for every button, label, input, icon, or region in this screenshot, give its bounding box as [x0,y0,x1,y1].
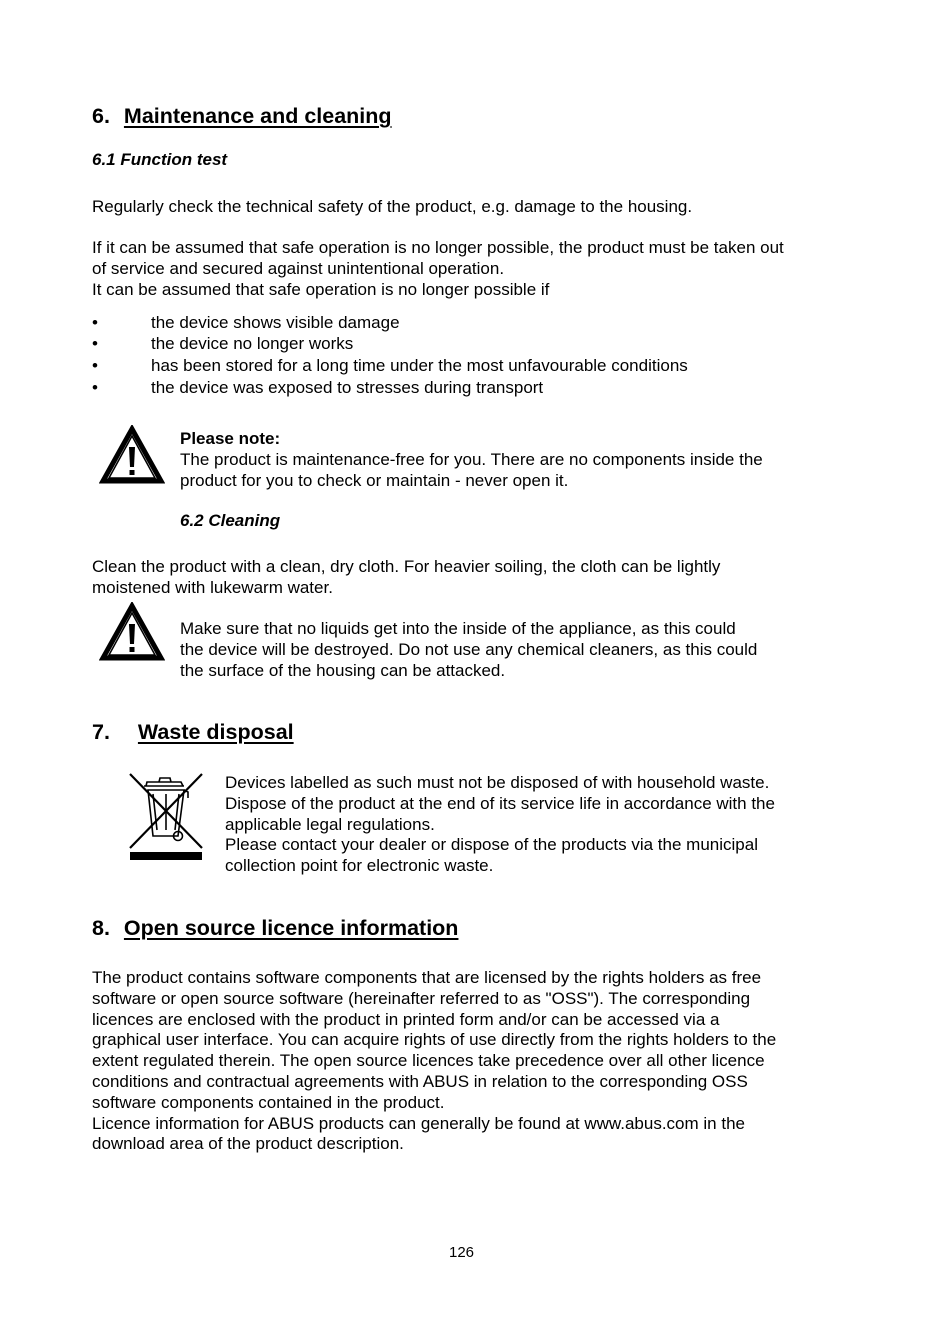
section-8-number: 8. [92,916,110,940]
bullet-icon: • [92,334,98,353]
cleaning-warning-block [180,619,757,681]
open-source-line: Licence information for ABUS products can generally be found at www.abus.com in the [92,1113,745,1133]
section-6-number: 6. [92,104,110,128]
bullet-icon: • [92,356,98,375]
open-source-line: The product contains software components that are licensed by the rights holders as free [92,968,762,987]
cleaning-warning-line: Make sure that no liquids get into the inside of the appliance, as this could [180,619,736,638]
section-6-heading [92,104,392,129]
open-source-line: graphical user interface. You can acquire rights of use directly from the rights holders to the [92,1030,777,1050]
function-test-paragraph-2 [92,238,784,300]
waste-disposal-line: Dispose of the product at the end of its service life in accordance with the [225,793,775,813]
please-note-line: The product is maintenance-free for you. There are no components inside the [180,449,763,469]
waste-disposal-line: Devices labelled as such must not be disposed of with household waste. [225,773,770,792]
section-7-number: 7. [92,720,110,744]
cleaning-warning-line: the surface of the housing can be attacked. [180,660,506,680]
bullet-icon: • [92,313,98,332]
open-source-paragraph [92,968,776,1155]
cleaning-paragraph [92,557,720,599]
warning-triangle-icon [99,602,165,662]
open-source-line: download area of the product description. [92,1134,404,1154]
open-source-line: software components contained in the product. [92,1092,445,1112]
section-7-heading [92,720,294,745]
section-7-title: Waste disposal [137,720,294,744]
cleaning-line: moistened with lukewarm water. [92,577,333,597]
warning-triangle-icon [99,425,165,485]
waste-disposal-paragraph [225,773,775,877]
function-test-line: If it can be assumed that safe operation is no longer possible, the product must be taken out [92,238,784,257]
waste-disposal-line: Please contact your dealer or dispose of the products via the municipal [225,835,758,855]
please-note-line: product for you to check or maintain - never open it. [180,470,569,490]
function-test-line: It can be assumed that safe operation is no longer possible if [92,279,550,299]
function-test-line: of service and secured against unintentional operation. [92,258,505,278]
subsection-6-1-title: 6.1 Function test [92,150,228,169]
open-source-line: licences are enclosed with the product in printed form and/or can be accessed via a [92,1009,720,1029]
section-8-title: Open source licence information [123,916,459,940]
open-source-line: extent regulated therein. The open source licences take precedence over all other licence [92,1051,765,1071]
section-6-title: Maintenance and cleaning [123,104,392,128]
open-source-line: software or open source software (hereinafter referred to as "OSS"). The corresponding [92,988,751,1008]
cleaning-warning-line: the device will be destroyed. Do not use any chemical cleaners, as this could [180,639,758,659]
page-number: 126 [449,1244,475,1261]
list-item-text: the device was exposed to stresses during transport [151,378,544,397]
list-item-text: the device no longer works [151,334,354,353]
cleaning-line: Clean the product with a clean, dry cloth. For heavier soiling, the cloth can be lightly [92,557,721,576]
crossed-out-wheelie-bin-icon [126,772,208,864]
list-item-text: the device shows visible damage [151,313,400,332]
subsection-6-2-title: 6.2 Cleaning [180,511,281,530]
waste-disposal-line: collection point for electronic waste. [225,856,494,876]
please-note-block [180,429,763,491]
open-source-line: conditions and contractual agreements with ABUS in relation to the corresponding OSS [92,1071,748,1091]
waste-disposal-line: applicable legal regulations. [225,814,435,834]
section-8-heading [92,916,458,941]
list-item-text: has been stored for a long time under the most unfavourable conditions [151,356,688,375]
bullet-icon: • [92,378,98,397]
function-test-paragraph-1: Regularly check the technical safety of the product, e.g. damage to the housing. [92,197,693,216]
please-note-heading: Please note: [180,429,281,448]
